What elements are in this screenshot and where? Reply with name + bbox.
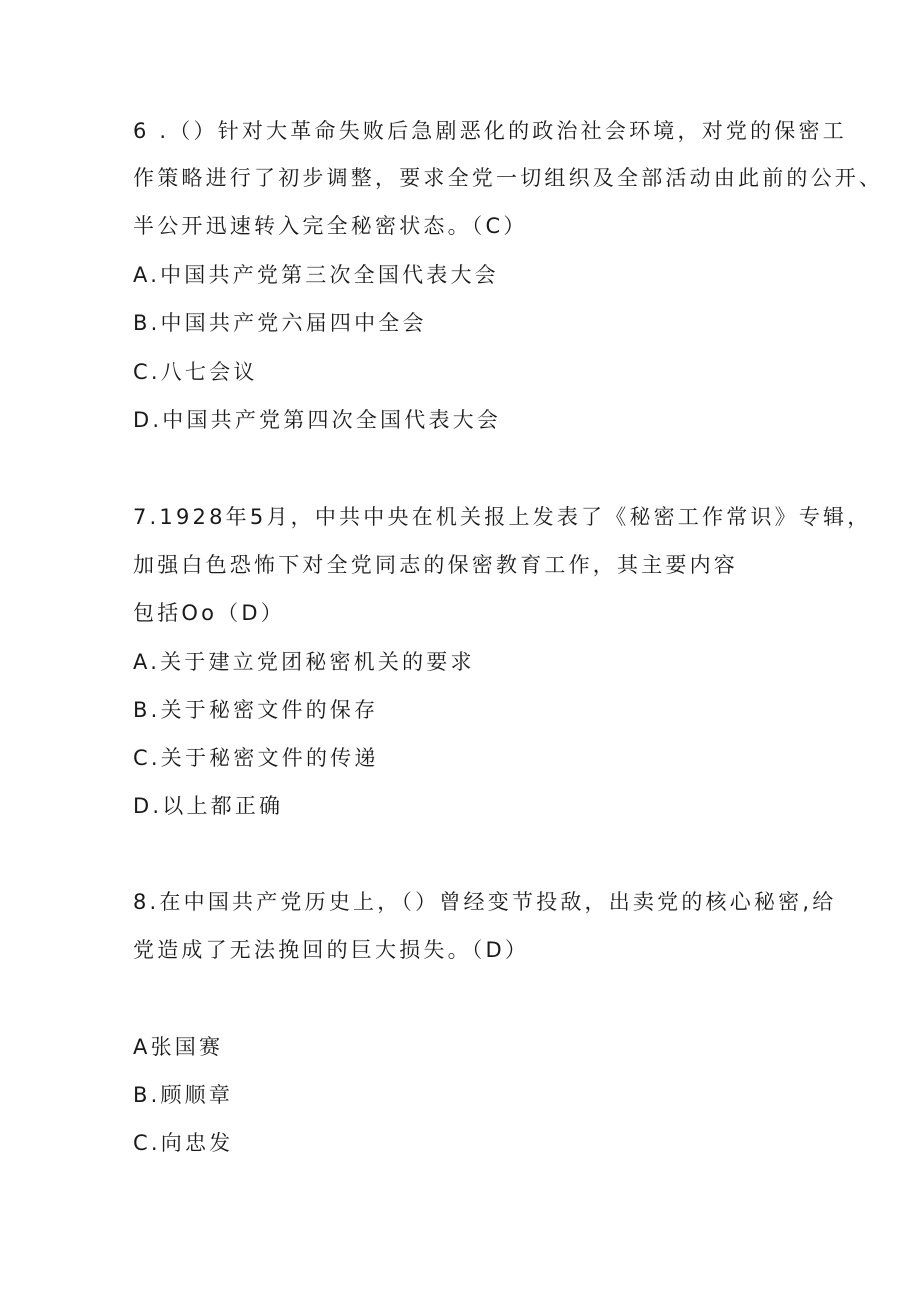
question-6-line-3: 半公开迅速转入完全秘密状态。（C）	[133, 214, 528, 238]
question-6-option-d: D.中国共产党第四次全国代表大会	[133, 408, 502, 432]
question-6-option-c: C.八七会议	[133, 360, 258, 384]
question-7-line-2: 加强白色恐怖下对全党同志的保密教育工作，其主要内容	[133, 553, 738, 577]
question-8-option-a: A张国赛	[133, 1035, 224, 1059]
question-6-line-2: 作策略进行了初步调整，要求全党一切组织及全部活动由此前的公开、	[133, 166, 884, 190]
question-8-option-c: C.向忠发	[133, 1131, 234, 1155]
question-8-option-b: B.顾顺章	[133, 1083, 234, 1107]
question-7-option-d: D.以上都正确	[133, 794, 284, 818]
question-7-line-3: 包括Oo（D）	[133, 601, 285, 625]
question-8-line-2: 党造成了无法挽回的巨大损失。（D）	[133, 938, 530, 962]
question-6-option-b: B.中国共产党六届四中全会	[133, 311, 427, 335]
question-7-option-c: C.关于秘密文件的传递	[133, 746, 379, 770]
question-6-option-a: A.中国共产党第三次全国代表大会	[133, 263, 499, 287]
question-7-option-a: A.关于建立党团秘密机关的要求	[133, 650, 475, 674]
question-8-line-1: 8.在中国共产党历史上，（）曾经变节投敌，出卖党的核心秘密,给	[133, 890, 837, 914]
question-7-line-1: 7.1928年5月，中共中央在机关报上发表了《秘密工作常识》专辑，	[133, 505, 872, 529]
question-6-line-1: 6 .（）针对大革命失败后急剧恶化的政治社会环境，对党的保密工	[133, 119, 847, 143]
question-7-option-b: B.关于秘密文件的保存	[133, 698, 379, 722]
